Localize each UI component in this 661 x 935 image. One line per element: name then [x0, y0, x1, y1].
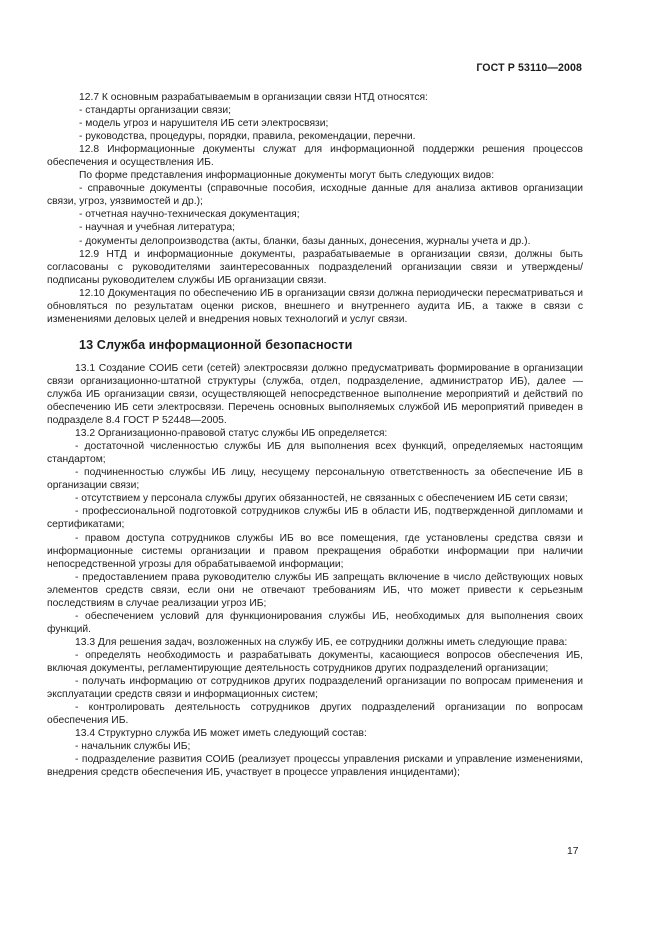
paragraph: - получать информацию от сотрудников других подразделений организации по вопросам применения и эксплуатации средств связи и информационных систем; [47, 676, 583, 701]
paragraph: - определять необходимость и разрабатывать документы, касающиеся вопросов обеспечения ИБ, включая документы, регламентирующие деятельность сотрудников других подразделений организации; [47, 649, 583, 674]
section-13-title: 13 Служба информационной безопасности [79, 337, 353, 352]
paragraph: 13.2 Организационно-правовой статус службы ИБ определяется: [75, 428, 388, 440]
paragraph: 12.7 К основным разрабатываемым в организации связи НТД относятся: [79, 92, 428, 103]
paragraph: - правом доступа сотрудников службы ИБ во все помещения, где установлены средства связи и информационные системы организации и правом прекращения обработки информации при наличии непосредственной угрозы для обрабатываемой информации; [47, 532, 583, 570]
paragraph: - модель угроз и нарушителя ИБ сети электросвязи; [79, 118, 329, 130]
paragraph: - обеспечением условий для функционирования службы ИБ, необходимых для выполнения своих функций. [47, 610, 583, 635]
paragraph: - контролировать деятельность сотрудников других подразделений организации по вопросам обеспечения ИБ. [47, 702, 583, 727]
document-header: ГОСТ Р 53110—2008 [476, 62, 582, 74]
paragraph: - стандарты организации связи; [79, 105, 231, 117]
paragraph: По форме представления информационные документы могут быть следующих видов: [79, 170, 495, 182]
paragraph: 13.1 Создание СОИБ сети (сетей) электросвязи должно предусматривать формирование в организации связи организационно-штатной структуры (служба, отдел, подразделение, администратор ИБ), далее — служба ИБ организации связи, осуществляющей непосредственное выполнение мероприятий и действий по обеспечению ИБ сети электросвязи. Перечень основных выполняемых службой ИБ мероприятий приведен в подразделе 8.4 ГОСТ Р 52448—2005. [47, 362, 583, 427]
paragraph: - предоставлением права руководителю службы ИБ запрещать включение в число действующих новых элементов средств связи, если они не отвечают требованиям ИБ, что может привести к серьезным последствиям в случае реализации угроз ИБ; [47, 571, 583, 609]
page-number: 17 [567, 846, 579, 857]
section-13-paragraphs [47, 362, 583, 780]
page-content [47, 91, 583, 779]
paragraph: - руководства, процедуры, порядки, правила, рекомендации, перечни. [79, 131, 416, 143]
paragraph: - подчиненностью службы ИБ лицу, несущему персональную ответственность за обеспечение ИБ в организации связи; [47, 467, 583, 492]
paragraph: - профессиональной подготовкой сотрудников службы ИБ в области ИБ, подтвержденной дипломами и сертификатами; [47, 506, 583, 531]
paragraph: 12.8 Информационные документы служат для информационной поддержки решения процессов обеспечения и осуществления ИБ. [47, 144, 583, 169]
paragraph: 12.10 Документация по обеспечению ИБ в организации связи должна периодически пересматриваться и обновляться по результатам оценки рисков, внешнего и внутреннего аудита ИБ, а также в связи с изменениями деловых целей и внедрения новых технологий и услуг связи. [47, 287, 583, 325]
paragraph: - документы делопроизводства (акты, бланки, базы данных, донесения, журналы учета и др.). [79, 235, 531, 247]
paragraph: - отсутствием у персонала службы других обязанностей, не связанных с обеспечением ИБ сети связи; [75, 493, 568, 505]
paragraph: 13.4 Структурно служба ИБ может иметь следующий состав: [75, 728, 367, 740]
paragraph: - научная и учебная литература; [79, 222, 235, 234]
paragraph: - подразделение развития СОИБ (реализует процессы управления рисками и управление изменениями, внедрения средств обеспечения ИБ, участвует в процессе управления инцидентами); [47, 754, 583, 779]
paragraph: - справочные документы (справочные пособия, исходные данные для анализа активов организации связи, угроз, уязвимостей и др.); [47, 183, 583, 208]
paragraph: 13.3 Для решения задач, возложенных на службу ИБ, ее сотрудники должны иметь следующие права: [75, 636, 568, 648]
paragraph: - достаточной численностью службы ИБ для выполнения всех функций, определяемых настоящим стандартом; [47, 441, 583, 466]
section-12-paragraphs [47, 91, 583, 326]
paragraph: 12.9 НТД и информационные документы, разрабатываемые в организации связи, должны быть согласованы с руководителями заинтересованных подразделений организации связи и утверждены/подписаны руководителем службы ИБ организации связи. [47, 248, 583, 286]
paragraph: - начальник службы ИБ; [75, 741, 191, 753]
paragraph: - отчетная научно-техническая документация; [79, 209, 300, 221]
